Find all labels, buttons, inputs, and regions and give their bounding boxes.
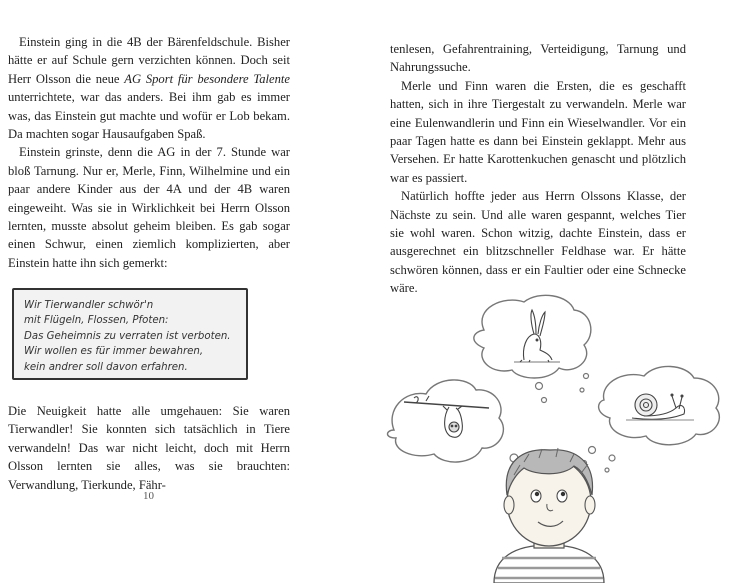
left-text [8, 33, 290, 272]
snail-bubble [599, 366, 720, 444]
thought-dot [609, 455, 615, 461]
thought-dot [584, 374, 589, 379]
oath-line: kein andrer soll davon erfahren. [24, 361, 188, 373]
right-text [390, 40, 686, 298]
paragraph: Die Neuigkeit hatte alle umgehauen: Sie waren Tierwandler! Sie konnten sich tatsächlich in Tiere verwandeln! Das war nicht leicht, doch mit Herrn Olsson lernten sie alles, was sie brauchten: Verwandlung, Tierkunde, Fähr- [8, 404, 290, 492]
right-page [364, 0, 729, 583]
thought-dot [589, 447, 596, 454]
thought-dot [536, 383, 543, 390]
paragraph: Einstein grinste, denn die AG in der 7. Stunde war bloß Tarnung. Nur er, Merle, Finn, Wilhelmine und ein paar andere Kinder aus der 4A und der 4B waren eingeweiht. Was sie in Wirklichkeit bei Herrn Olsson lernten, musste absolut geheim bleiben. Es gab sogar einen Schwur, einen ziemlich komplizierten, aber Einstein hatte ihn sich gemerkt: [8, 145, 290, 270]
paragraph: tenlesen, Gefahrentraining, Verteidigung, Tarnung und Nahrungssuche. [390, 42, 686, 75]
page-number: 10 [143, 490, 154, 502]
hare-bubble [474, 295, 591, 378]
paragraph: Natürlich hoffte jeder aus Herrn Olssons Klasse, der Nächste zu sein. Und alle waren gespannt, welches Tier sie wohl waren. Schon witzig, dachte Einstein, dass er ausgerechnet ein blitzschneller Feldhase war. Er hätte schwören können, dass er ein Faultier oder eine Schnecke wäre. [390, 189, 686, 296]
thought-dot [542, 398, 547, 403]
oath-box [12, 288, 248, 380]
thought-dot [580, 388, 584, 392]
left-text-bottom [8, 402, 290, 494]
paragraph: Einstein ging in die 4B der Bärenfeldschule. Bisher hätte er auf Schule gern verzichten können. Doch seit Herr Olsson die neue AG Sport für besondere Talente unterrichtete, war das anders. Bei ihm gab es immer was, das Einstein gut machte und wofür er Lob bekam. Da machten sogar Hausaufgaben Spaß. [8, 35, 290, 142]
paragraph: Merle und Finn waren die Ersten, die es geschafft hatten, sich in ihre Tiergestalt zu verwandeln. Merle war eine Eulenwandlerin und Finn ein Wieselwandler. Vor ein paar Tagen hatte es dann bei Einstein geklappt. Mehr aus Versehen. Er hatte Karottenkuchen genascht und plötzlich war es passiert. [390, 78, 686, 185]
illustration [364, 290, 729, 583]
oath-line: Wir Tierwandler schwör'n [24, 300, 154, 311]
left-page [0, 0, 364, 583]
oath-line: Das Geheimnis zu verraten ist verboten. [24, 330, 231, 342]
sloth-bubble [388, 380, 504, 462]
italic-course-name: AG Sport für besondere Talente [124, 71, 290, 86]
boy-icon [494, 448, 604, 583]
oath-line: Wir wollen es für immer bewahren, [24, 346, 204, 358]
oath-line: mit Flügeln, Flossen, Pfoten: [24, 315, 169, 327]
thought-dot [605, 468, 609, 472]
